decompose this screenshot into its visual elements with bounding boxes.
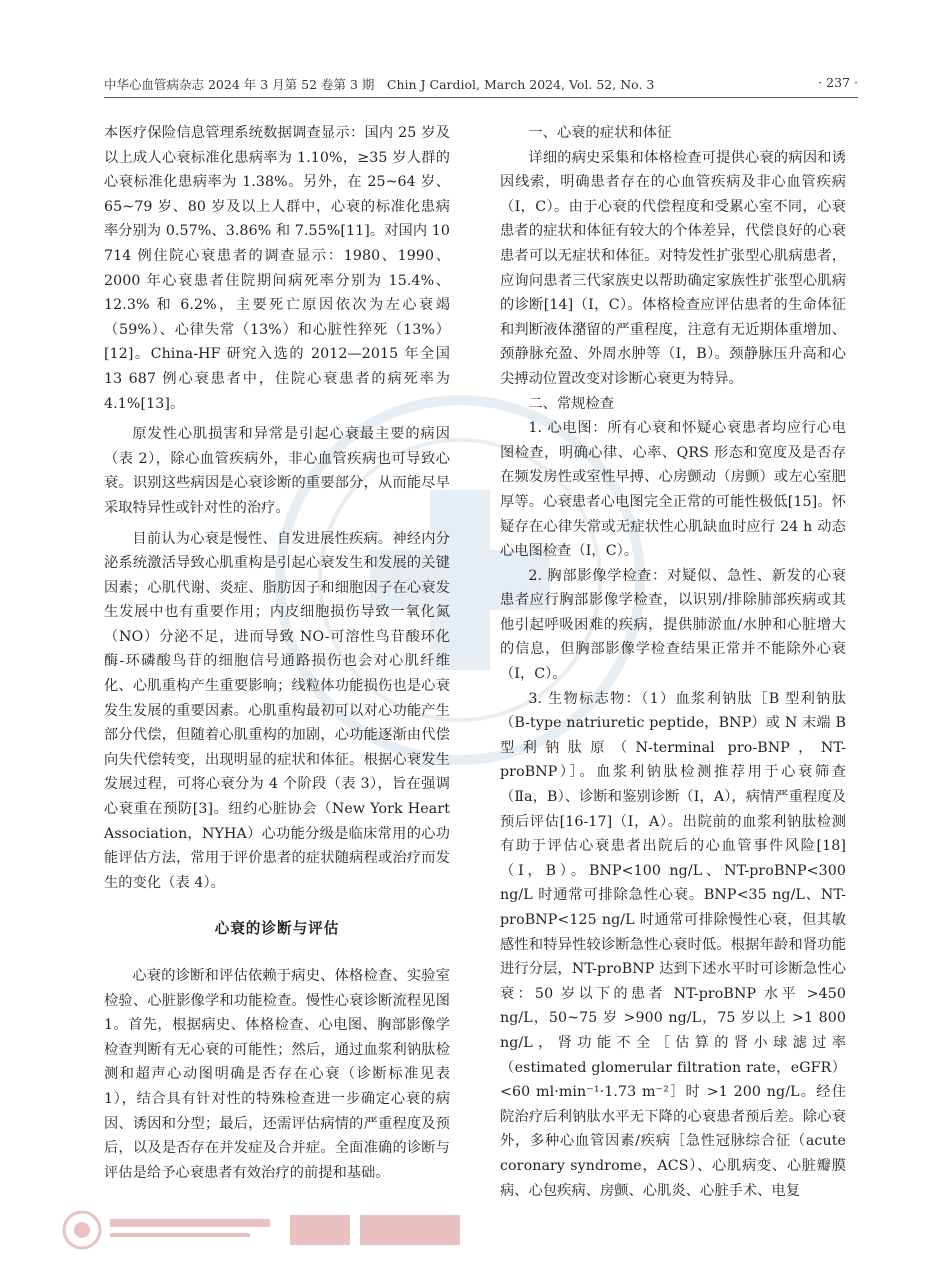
publisher-logo-icon xyxy=(60,1205,480,1255)
subsection-heading: 二、常规检查 xyxy=(528,395,615,412)
header-rule xyxy=(104,97,858,98)
paragraph: 详细的病史采集和体格检查可提供心衰的病因和诱因线索，明确患者存在的心血管疾病及非心血管疾病（Ⅰ，C）。由于心衰的代偿程度和受累心室不同，心衰患者的症状和体征有较大的个体差异，代偿良好的心衰患者可以无症状和体征。对特发性扩张型心肌病患者，应询问患者三代家族史以帮助确定家族性扩张型心肌病的诊断[14]（Ⅰ，C）。体格检查应评估患者的生命体征和判断液体潴留的严重程度，注意有无近期体重增加、颈静脉充盈、外周水肿等（Ⅰ，B）。颈静脉压升高和心尖搏动位置改变对诊断心衰更为特异。 xyxy=(500,149,846,387)
left-column xyxy=(104,121,450,1185)
paragraph: 1. 心电图：所有心衰和怀疑心衰患者均应行心电图检查，明确心律、心率、QRS 形态和宽度及是否存在频发房性或室性早搏、心房颤动（房颤）或左心室肥厚等。心衰患者心电图完全正常的可能性极低[15]。怀疑存在心律失常或无症状性心肌缺血时应行 24 h 动态心电图检查（Ⅰ，C）。 xyxy=(500,420,846,560)
paragraph: 原发性心肌损害和异常是引起心衰最主要的病因（表 2），除心血管疾病外，非心血管疾病也可导致心衰。识别这些病因是心衰诊断的重要部分，从而能尽早采取特异性或针对性的治疗。 xyxy=(104,426,450,516)
page-number: · 237 · xyxy=(818,75,858,90)
section-heading: 心衰的诊断与评估 xyxy=(214,920,340,938)
subsection-heading: 一、心衰的症状和体征 xyxy=(528,125,672,141)
paragraph: 2. 胸部影像学检查：对疑似、急性、新发的心衰患者应行胸部影像学检查，以识别/排除肺部疾病或其他引起呼吸困难的疾病，提供肺淤血/水肿和心脏增大的信息，但胸部影像学检查结果正常并不能除外心衰（Ⅰ，C）。 xyxy=(500,567,846,683)
journal-citation: 中华心血管病杂志 2024 年 3 月第 52 卷第 3 期 Chin J Cardiol, March 2024, Vol. 52, No. 3 xyxy=(104,77,655,92)
running-header xyxy=(104,75,858,99)
paragraph: 心衰的诊断和评估依赖于病史、体格检查、实验室检验、心脏影像学和功能检查。慢性心衰诊断流程见图 1。首先，根据病史、体格检查、心电图、胸部影像学检查判断有无心衰的可能性；然后，通过血浆利钠肽检测和超声心动图明确是否存在心衰（诊断标准见表 1），结合具有针对性的特殊检查进一步确定心衰的病因、诱因和分型；最后，还需评估病情的严重程度及预后，以及是否存在并发症及合并症。全面准确的诊断与评估是给予心衰患者有效治疗的前提和基础。 xyxy=(104,968,450,1181)
paragraph: 目前认为心衰是慢性、自发进展性疾病。神经内分泌系统激活导致心肌重构是引起心衰发生和发展的关键因素；心肌代谢、炎症、脂肪因子和细胞因子在心衰发生发展中也有重要作用；内皮细胞损伤导致一氧化氮（NO）分泌不足，进而导致 NO-可溶性鸟苷酸环化酶-环磷酸鸟苷的细胞信号通路损伤也会对心肌纤维化、心肌重构产生重要影响；线粒体功能损伤也是心衰发生发展的重要因素。心肌重构最初可以对心功能产生部分代偿，但随着心肌重构的加剧，心功能逐渐由代偿向失代偿转变，出现明显的症状和体征。根据心衰发生发展过程，可将心衰分为 4 个阶段（表 3），旨在强调心衰重在预防[3]。纽约心脏协会（New York Heart Association，NYHA）心功能分级是临床常用的心功能评估方法，常用于评价患者的症状随病程或治疗而发生的变化（表 4）。 xyxy=(104,530,450,891)
right-column xyxy=(500,121,846,1203)
paragraph: 本医疗保险信息管理系统数据调查显示：国内 25 岁及以上成人心衰标准化患病率为 1.10%，≥35 岁人群的心衰标准化患病率为 1.38%。另外，在 25~64 岁、65~79 岁、80 岁及以上人群中，心衰的标准化患病率分别为 0.57%、3.86% 和 7.55%[11]。对国内 10 714 例住院心衰患者的调查显示：1980、1990、2000 年心衰患者住院期间病死率分别为 15.4%、12.3% 和 6.2%，主要死亡原因依次为左心衰竭（59%）、心律失常（13%）和心脏性猝死（13%）[12]。China-HF 研究入选的 2012—2015 年全国 13 687 例心衰患者中，住院心衰患者的病死率为 4.1%[13]。 xyxy=(104,125,450,412)
paragraph: 3. 生物标志物：（1）血浆利钠肽［B 型利钠肽（B-type natriuretic peptide，BNP）或 N 末端 B 型利钠肽原（N-terminal pro-BNP，NT-proBNP）］。血浆利钠肽检测推荐用于心衰筛查（Ⅱa，B）、诊断和鉴别诊断（Ⅰ，A），病情严重程度及预后评估[16-17]（Ⅰ，A）。出院前的血浆利钠肽检测有助于评估心衰患者出院后的心血管事件风险[18]（Ⅰ，B）。BNP<100 ng/L、NT-proBNP<300 ng/L 时通常可排除急性心衰。BNP<35 ng/L、NT-proBNP<125 ng/L 时通常可排除慢性心衰，但其敏感性和特异性较诊断急性心衰时低。根据年龄和肾功能进行分层，NT-proBNP 达到下述水平时可诊断急性心衰：50 岁以下的患者 NT-proBNP 水平 >450 ng/L，50~75 岁 >900 ng/L，75 岁以上 >1 800 ng/L，肾功能不全［估算的肾小球滤过率（estimated glomerular filtration rate，eGFR）<60 ml·min⁻¹·1.73 m⁻²］时 >1 200 ng/L。经住院治疗后利钠肽水平无下降的心衰患者预后差。除心衰外，多种心血管因素/疾病［急性冠脉综合征（acute coronary syndrome，ACS）、心肌病变、心脏瓣膜病、心包疾病、房颤、心肌炎、心脏手术、电复 xyxy=(500,690,846,1199)
